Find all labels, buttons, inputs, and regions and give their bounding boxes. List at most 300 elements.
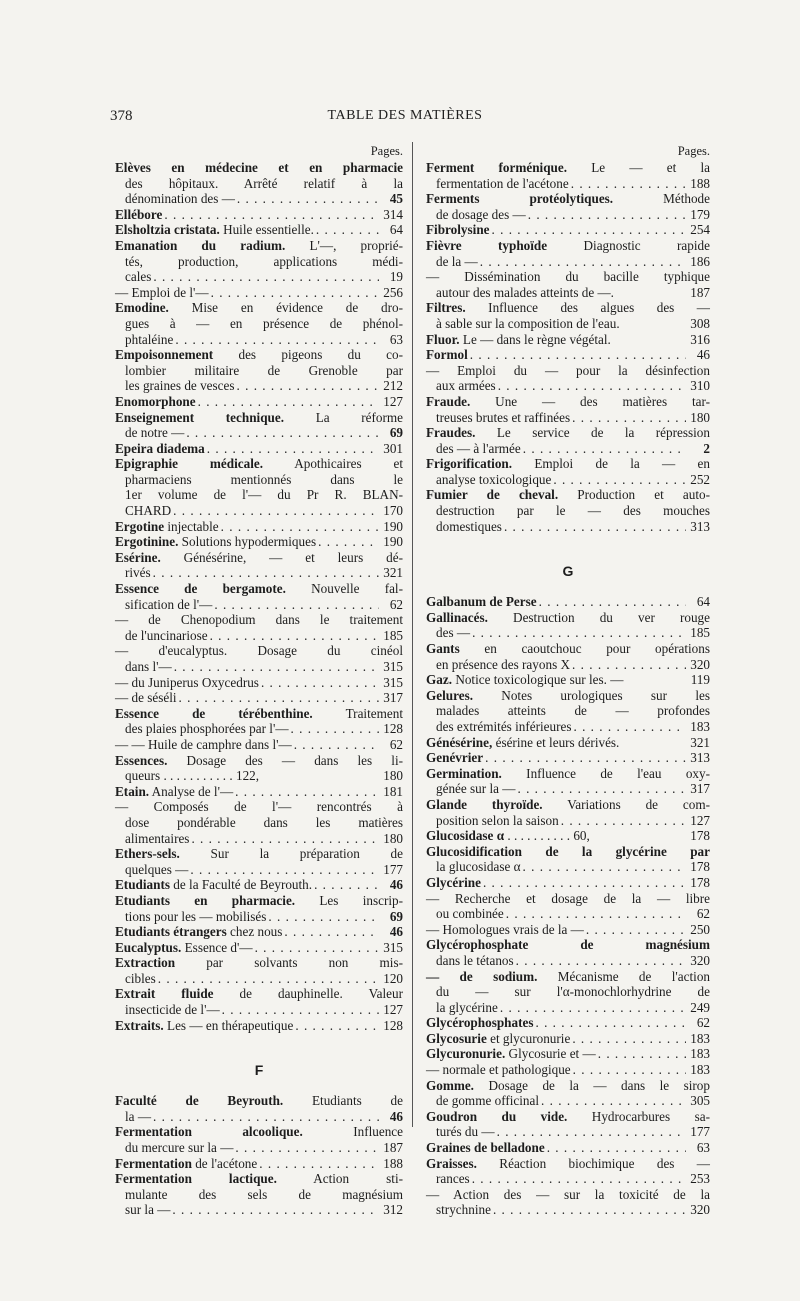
dot-leader (172, 1202, 379, 1218)
entry-line (115, 628, 403, 644)
entry-line (426, 1187, 710, 1203)
dot-leader (174, 659, 379, 675)
entry-text: Fermentation alcoolique. Influence (115, 1124, 403, 1140)
pages-label: Pages. (677, 144, 710, 158)
entry-text: destruction par le — des mouches (436, 503, 710, 519)
page-ref: 317 (690, 781, 710, 797)
entry-line (115, 503, 403, 519)
entry-line (426, 922, 710, 938)
entry-text: tés, production, applications médi- (125, 253, 403, 269)
entry-text: malades atteints de — profondes (436, 703, 710, 719)
entry-headword: Enomorphone (115, 393, 196, 409)
entry-line (426, 1109, 710, 1125)
entry-text: Gallinacés. Destruction du ver rouge (426, 609, 710, 625)
entry-text: Ergotine injectable (115, 518, 219, 534)
entry-headword: Graines de belladone (426, 1140, 545, 1156)
dot-leader (573, 1062, 686, 1078)
entry-line (115, 1156, 403, 1172)
page-ref: 187 (383, 1140, 403, 1156)
entry-text: Graisses. Réaction biochimique des — (426, 1155, 710, 1171)
entry-line (115, 550, 403, 566)
dot-leader (259, 1156, 379, 1172)
entry-line (115, 1171, 403, 1187)
entry-line (426, 347, 710, 363)
entry-headword: Goudron du vide. (426, 1108, 568, 1124)
page-ref: 188 (690, 175, 710, 191)
page-ref: 252 (690, 471, 710, 487)
entry-line (426, 781, 710, 797)
entry-line (115, 955, 403, 971)
dot-leader (517, 781, 686, 797)
entry-line (426, 1202, 710, 1218)
index-entry (115, 675, 403, 691)
dot-leader (186, 425, 379, 441)
index-entry (115, 1093, 403, 1124)
entry-line (426, 332, 710, 348)
page-ref: 250 (690, 921, 710, 937)
entry-text: Emanation du radium. L'—, proprié- (115, 237, 403, 253)
index-entry (115, 550, 403, 581)
entry-text: Frigorification. Emploi de la — en (426, 456, 710, 472)
page-ref: 63 (696, 1140, 710, 1156)
dot-leader (541, 1093, 686, 1109)
index-entry (115, 924, 403, 940)
entry-text: — de séséli (115, 690, 177, 706)
entry-line (426, 1015, 710, 1031)
entry-headword: Ergotinine. (115, 534, 179, 550)
entry-text: Etudiants en pharmacie. Les inscrip- (115, 892, 403, 908)
dot-leader (207, 441, 379, 457)
entry-line (115, 394, 403, 410)
entry-line (115, 160, 403, 176)
entry-line (115, 1002, 403, 1018)
entry-text: Esérine. Génésérine, — et leurs dé- (115, 549, 403, 565)
entry-headword: Ferment forménique. (426, 160, 568, 175)
entry-line (115, 581, 403, 597)
entry-text: lombier militaire de Grenoble par (125, 362, 403, 378)
index-entry (115, 737, 403, 753)
entry-text: tions pour les — mobilisés (125, 908, 267, 924)
index-entry (426, 394, 710, 425)
entry-line (426, 160, 710, 176)
entry-text: dans l'— (125, 659, 172, 674)
entry-text: rances (436, 1171, 470, 1187)
entry-line (426, 254, 710, 270)
index-entry (426, 1046, 710, 1062)
dot-leader (268, 909, 379, 925)
entry-text: — Composés de l'— rencontrés à (115, 799, 403, 815)
entry-line (426, 719, 710, 735)
entry-text: treuses brutes et raffinées (436, 409, 571, 425)
entry-line (426, 735, 710, 751)
entry-line (426, 1000, 710, 1016)
entry-headword: Fraude. (426, 393, 471, 409)
entry-line (115, 565, 403, 581)
entry-headword: Ferments protéolytiques. (426, 191, 614, 207)
page-ref: 320 (690, 1202, 710, 1218)
dot-leader (528, 207, 686, 223)
entry-text: — de sodium. Mécanisme de l'action (426, 968, 711, 984)
entry-text: Epigraphie médicale. Apothicaires et (115, 456, 404, 472)
entry-line (426, 891, 710, 907)
entry-text (426, 844, 710, 860)
index-entry (115, 612, 403, 643)
entry-line (426, 813, 710, 829)
entry-headword: Glycosurie (426, 1030, 487, 1046)
entry-line (115, 363, 403, 379)
dot-leader (516, 953, 686, 969)
page-ref: 188 (383, 1155, 403, 1171)
entry-line (115, 799, 403, 815)
page-ref: 62 (389, 736, 403, 752)
entry-line (426, 625, 710, 641)
page-ref: 62 (389, 596, 403, 612)
dot-leader (470, 347, 686, 363)
page-ref: 180 (383, 830, 403, 846)
entry-text: Germination. Influence de l'eau oxy- (426, 765, 710, 781)
entry-text: Fièvre typhoïde Diagnostic rapide (426, 237, 710, 253)
entry-text: du — sur l'α-monochlorhydrine de (436, 984, 710, 1000)
entry-line (115, 753, 403, 769)
entry-text (115, 160, 403, 176)
dot-leader (284, 924, 379, 940)
entry-text: — de Chenopodium dans le traitement (115, 612, 403, 628)
entry-headword: Germination. (426, 765, 502, 781)
entry-line (426, 1031, 710, 1047)
entry-line (115, 1109, 403, 1125)
entry-line (426, 300, 710, 316)
page-ref: 254 (690, 222, 710, 238)
entry-line (115, 721, 403, 737)
index-entry (426, 750, 710, 766)
entry-line (426, 410, 710, 426)
entry-line (115, 909, 403, 925)
entry-text: de l'uncinariose (125, 627, 208, 643)
entry-line (426, 1046, 710, 1062)
index-entry (426, 363, 710, 394)
entry-text: en présence des rayons X (436, 656, 571, 672)
index-entry (115, 238, 403, 285)
entry-line (115, 831, 403, 847)
entry-text: insecticide de l'— (125, 1002, 220, 1018)
index-entry (115, 893, 403, 924)
entry-text: sur la — (125, 1202, 171, 1218)
dot-leader (500, 1000, 686, 1016)
entry-text: Extraits. Les — en thérapeutique (115, 1017, 294, 1033)
page-ref: 183 (690, 719, 710, 734)
entry-text: — Emploi du — pour la désinfection (426, 362, 710, 378)
entry-line (426, 441, 710, 457)
entry-text: dénomination des — (125, 191, 235, 207)
entry-text: Extrait fluide de dauphinelle. Valeur (115, 986, 403, 1002)
entry-headword: Etudiants en pharmacie. (115, 892, 296, 908)
index-entry (426, 456, 710, 487)
page-ref: 120 (383, 970, 403, 986)
entry-line (426, 207, 710, 223)
entry-text: CHARD (125, 503, 172, 519)
entry-text: mulante des sels de magnésium (125, 1186, 403, 1202)
page-ref: 19 (389, 269, 403, 285)
entry-headword: Elsholtzia cristata. (115, 222, 220, 238)
entry-line (426, 1078, 710, 1094)
page-ref: 62 (696, 906, 710, 922)
dot-leader (211, 285, 379, 301)
entry-text: à sable sur la composition de l'eau. (436, 315, 620, 331)
entry-headword: Elèves en médecine et en pharmacie (115, 160, 403, 175)
entry-line (115, 971, 403, 987)
entry-text: Fermentation de l'acétone (115, 1155, 258, 1171)
entry-line (426, 176, 710, 192)
entry-line (426, 797, 710, 813)
section-letter: G (562, 563, 574, 580)
page-ref: 177 (383, 861, 403, 877)
page-ref: 127 (690, 812, 710, 828)
index-entry (115, 1124, 403, 1155)
entry-text: Ferment forménique. Le — et la (426, 160, 710, 175)
entry-line (426, 641, 710, 657)
entry-headword: Filtres. (426, 300, 466, 316)
entry-line (426, 378, 710, 394)
entry-text: Emodine. Mise en évidence de dro- (115, 300, 403, 316)
entry-line (426, 425, 710, 441)
index-entry (426, 641, 710, 672)
entry-headword: Enseignement technique. (115, 409, 285, 425)
index-column-right (426, 142, 710, 1218)
entry-line (426, 191, 710, 207)
entry-text: Ethers-sels. Sur la préparation de (115, 846, 403, 862)
entry-text: Glucosidase α . . . . . . . . . . 60, (426, 828, 590, 844)
entry-line (115, 254, 403, 270)
index-entry (115, 534, 403, 550)
page-ref: 310 (690, 378, 710, 394)
page-ref: 64 (389, 222, 403, 238)
pages-label: Pages. (370, 144, 403, 158)
entry-line (426, 487, 710, 503)
entry-text: Goudron du vide. Hydrocarbures sa- (426, 1108, 710, 1124)
page-ref: 249 (690, 999, 710, 1015)
entry-text: fermentation de l'acétone (436, 175, 569, 191)
entry-text: Glycosurie et glycuronurie (426, 1030, 571, 1046)
index-entry (426, 347, 710, 363)
dot-leader (571, 176, 686, 192)
dot-leader (294, 737, 379, 753)
entry-text (115, 394, 196, 410)
entry-text: — du Juniperus Oxycedrus (115, 674, 259, 690)
dot-leader (295, 1018, 379, 1034)
entry-text: — d'eucalyptus. Dosage du cinéol (115, 643, 403, 659)
page-ref: 313 (690, 518, 710, 534)
index-entry (426, 828, 710, 844)
entry-text: quelques — (125, 861, 189, 877)
entry-line (426, 222, 710, 238)
entry-line (115, 238, 403, 254)
entry-text: du mercure sur la — (125, 1140, 234, 1156)
page-number: 378 (110, 108, 133, 124)
entry-text: Faculté de Beyrouth. Etudiants de (115, 1093, 403, 1109)
entry-text: Filtres. Influence des algues des — (426, 300, 710, 316)
entry-text: la glucosidase α (436, 859, 521, 875)
entry-text: gues à — en présence de phénol- (125, 315, 403, 331)
entry-line (115, 441, 403, 457)
dot-leader (483, 875, 686, 891)
entry-text: sification de l'— (125, 596, 213, 612)
entry-headword: Fermentation lactique. (115, 1171, 277, 1187)
entry-text: cibles (125, 970, 156, 986)
entry-text: 1er volume de l'— du Pr R. BLAN- (125, 487, 403, 503)
entry-headword: Fermentation alcoolique. (115, 1124, 303, 1140)
entry-headword: Esérine. (115, 549, 161, 565)
entry-text: des extrémités inférieures (436, 719, 572, 734)
entry-line (426, 859, 710, 875)
entry-line (426, 363, 710, 379)
page-ref: 46 (389, 1108, 403, 1124)
entry-text: dans le tétanos (436, 952, 514, 968)
index-entry (426, 425, 710, 456)
index-entry (426, 1031, 710, 1047)
entry-line (115, 378, 403, 394)
index-entry (115, 410, 403, 441)
page-ref: 45 (389, 191, 403, 207)
page-ref: 46 (696, 347, 710, 363)
entry-text: alimentaires (125, 830, 190, 846)
page-ref: 320 (690, 656, 710, 672)
index-entry (426, 1062, 710, 1078)
entry-line (115, 1202, 403, 1218)
entry-headword: Galbanum de Perse (426, 594, 537, 610)
entry-text: — normale et pathologique (426, 1062, 571, 1078)
page-ref: 314 (383, 206, 403, 222)
entry-line (115, 332, 403, 348)
entry-text: aux armées (436, 378, 496, 394)
page-ref: 69 (389, 908, 403, 924)
page-ref: 321 (690, 734, 710, 750)
running-title: TABLE DES MATIÈRES (327, 108, 483, 123)
entry-headword: Gallinacés. (426, 609, 488, 625)
entry-text: la — (125, 1108, 152, 1124)
entry-line (426, 1093, 710, 1109)
dot-leader (210, 628, 379, 644)
dot-leader (572, 1031, 686, 1047)
entry-headword: Glycérophosphates (426, 1015, 534, 1031)
index-entry (426, 269, 710, 300)
entry-text: turés du — (436, 1124, 495, 1140)
index-entry (115, 986, 403, 1017)
page-ref: 317 (383, 690, 403, 706)
index-entry (115, 784, 403, 800)
entry-line (115, 316, 403, 332)
entry-text (426, 937, 710, 953)
entry-text: Eucalyptus. Essence d'— (115, 939, 253, 955)
dot-leader (190, 862, 379, 878)
dot-leader (506, 906, 686, 922)
entry-line (115, 846, 403, 862)
dot-leader (561, 813, 686, 829)
page-ref: 315 (383, 939, 403, 955)
index-entry (426, 844, 710, 875)
page-ref: 2 (703, 440, 710, 456)
entry-text: Etain. Analyse de l'— (115, 783, 234, 799)
entry-line (115, 877, 403, 893)
entry-text: Gomme. Dosage de la — dans le sirop (426, 1077, 710, 1093)
page-ref: 253 (690, 1171, 710, 1187)
entry-headword: Gants (426, 641, 460, 657)
dot-leader (153, 565, 379, 581)
index-entry (115, 1156, 403, 1172)
entry-line (426, 875, 710, 891)
page-ref: 301 (383, 440, 403, 456)
index-entry (115, 846, 403, 877)
entry-line (115, 706, 403, 722)
index-entry (426, 1140, 710, 1156)
index-entry (426, 238, 710, 269)
page-ref: 315 (383, 659, 403, 674)
dot-leader (523, 441, 686, 457)
entry-headword: Essences. (115, 752, 168, 768)
entry-headword: Ellébore (115, 206, 163, 222)
dot-leader (314, 877, 379, 893)
index-entry (115, 1171, 403, 1218)
entry-headword: Formol (426, 347, 468, 363)
entry-text: analyse toxicologique (436, 471, 552, 487)
entry-line (426, 672, 710, 688)
entry-headword: Extrait fluide (115, 986, 214, 1002)
entry-text: pharmaciens mentionnés dans le (125, 471, 403, 487)
entry-line (115, 659, 403, 675)
index-entry (426, 1187, 710, 1218)
entry-line (426, 750, 710, 766)
entry-headword: Graisses. (426, 1155, 477, 1171)
dot-leader (198, 394, 379, 410)
dot-leader (173, 503, 379, 519)
dot-leader (291, 721, 379, 737)
dot-leader (539, 594, 686, 610)
index-entry (115, 581, 403, 612)
index-entry (115, 799, 403, 846)
entry-line (426, 1171, 710, 1187)
entry-line (426, 937, 710, 953)
entry-line (115, 534, 403, 550)
entry-line (115, 1018, 403, 1034)
entry-line (115, 643, 403, 659)
dot-leader (179, 690, 379, 706)
entry-headword: Fièvre typhoïde (426, 237, 548, 253)
entry-line (426, 394, 710, 410)
index-entry (426, 1109, 710, 1140)
index-entry (115, 753, 403, 784)
entry-text: des hôpitaux. Arrêté relatif à la (125, 175, 403, 191)
dot-leader (553, 472, 686, 488)
dot-leader (523, 859, 686, 875)
entry-line (426, 1062, 710, 1078)
dot-leader (472, 625, 686, 641)
index-entry (426, 735, 710, 751)
entry-headword: Ethers-sels. (115, 846, 180, 862)
index-entry (426, 160, 710, 191)
dot-leader (493, 1202, 686, 1218)
page-ref: 128 (383, 721, 403, 737)
entry-text: — Action des — sur la toxicité de la (426, 1186, 710, 1202)
index-entry (115, 207, 403, 223)
entry-line (426, 688, 710, 704)
dot-leader (175, 332, 379, 348)
index-entry (115, 877, 403, 893)
entry-line (426, 503, 710, 519)
dot-leader (498, 378, 686, 394)
page-ref: 320 (690, 952, 710, 968)
dot-leader (255, 940, 379, 956)
entry-text: Elsholtzia cristata. Huile essentielle. (115, 222, 314, 238)
entry-headword: Fluor. (426, 331, 460, 347)
